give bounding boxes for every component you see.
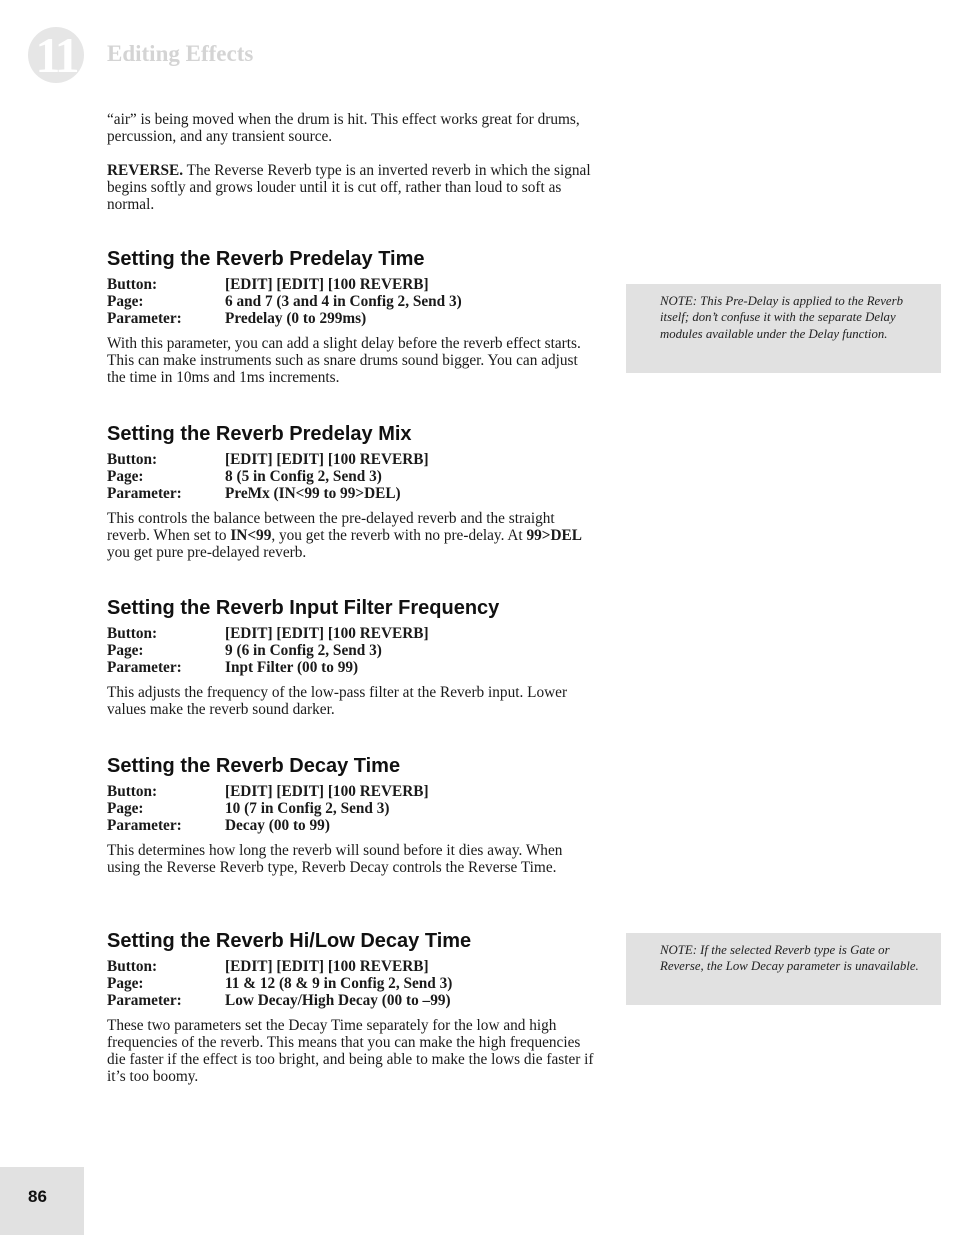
section-predelay-time <box>107 247 599 386</box>
section-title: Setting the Reverb Hi/Low Decay Time <box>107 930 472 952</box>
parameter-row <box>107 992 599 1009</box>
page-number-tab <box>0 1167 84 1235</box>
parameter-value: Predelay (0 to 299ms) <box>225 310 367 327</box>
button-row <box>107 625 599 642</box>
reverse-term: REVERSE. <box>107 162 184 179</box>
reverse-text: The Reverse Reverb type is an inverted reverb in which the signal begins softly and grows louder until it is cut off, rather than loud to soft as normal. <box>107 162 591 213</box>
parameter-row <box>107 485 599 502</box>
page-row <box>107 293 599 310</box>
bold-term: 99>DEL <box>526 527 582 544</box>
button-row <box>107 958 599 975</box>
page-value: 10 (7 in Config 2, Send 3) <box>225 800 390 817</box>
page-label: Page: <box>107 642 144 659</box>
intro-paragraph: “air” is being moved when the drum is hit. This effect works great for drums, percussion, and any transient source. <box>107 111 580 145</box>
text-part: This controls the balance between the pre-delayed reverb and the straight reverb. When set to <box>107 510 555 544</box>
page-label: Page: <box>107 975 144 992</box>
intro <box>107 111 599 213</box>
parameter-row <box>107 659 599 676</box>
page-row <box>107 468 599 485</box>
section-title: Setting the Reverb Decay Time <box>107 755 401 777</box>
section-text: This adjusts the frequency of the low-pass filter at the Reverb input. Lower values make the reverb sound darker. <box>107 684 568 718</box>
parameter-value: PreMx (IN<99 to 99>DEL) <box>225 485 401 502</box>
parameter-block <box>107 625 599 676</box>
section-hi-low-decay <box>107 929 599 1085</box>
parameter-value: Low Decay/High Decay (00 to –99) <box>225 992 451 1009</box>
button-value: [EDIT] [EDIT] [100 REVERB] <box>225 625 429 642</box>
button-value: [EDIT] [EDIT] [100 REVERB] <box>225 783 429 800</box>
button-row <box>107 783 599 800</box>
page-value: 8 (5 in Config 2, Send 3) <box>225 468 382 485</box>
page-value: 6 and 7 (3 and 4 in Config 2, Send 3) <box>225 293 462 310</box>
parameter-row <box>107 310 599 327</box>
parameter-value: Decay (00 to 99) <box>225 817 330 834</box>
page-row <box>107 975 599 992</box>
button-row <box>107 451 599 468</box>
parameter-label: Parameter: <box>107 817 182 834</box>
parameter-block <box>107 276 599 327</box>
section-title: Setting the Reverb Predelay Time <box>107 248 425 270</box>
section-decay-time <box>107 754 599 876</box>
section-title: Setting the Reverb Predelay Mix <box>107 423 412 445</box>
chapter-number-badge <box>28 27 84 83</box>
parameter-value: Inpt Filter (00 to 99) <box>225 659 359 676</box>
text-part: , you get the reverb with no pre-delay. At <box>271 527 527 544</box>
page-label: Page: <box>107 468 144 485</box>
page-value: 9 (6 in Config 2, Send 3) <box>225 642 382 659</box>
button-row <box>107 276 599 293</box>
parameter-label: Parameter: <box>107 659 182 676</box>
button-label: Button: <box>107 451 158 468</box>
parameter-block <box>107 958 599 1009</box>
page-row <box>107 800 599 817</box>
page-value: 11 & 12 (8 & 9 in Config 2, Send 3) <box>225 975 453 992</box>
parameter-label: Parameter: <box>107 992 182 1009</box>
button-label: Button: <box>107 276 158 293</box>
text-part: you get pure pre-delayed reverb. <box>107 544 307 561</box>
page-label: Page: <box>107 293 144 310</box>
reverse-paragraph <box>107 162 599 213</box>
button-value: [EDIT] [EDIT] [100 REVERB] <box>225 451 429 468</box>
chapter-number: 11 <box>35 27 77 83</box>
button-label: Button: <box>107 783 158 800</box>
section-predelay-mix <box>107 422 599 561</box>
parameter-label: Parameter: <box>107 310 182 327</box>
button-value: [EDIT] [EDIT] [100 REVERB] <box>225 958 429 975</box>
chapter-title: Editing Effects <box>107 41 254 66</box>
parameter-label: Parameter: <box>107 485 182 502</box>
note-low-decay: NOTE: If the selected Reverb type is Gate or Reverse, the Low Decay parameter is unavailable. <box>626 933 941 1005</box>
page-row <box>107 642 599 659</box>
note-predelay: NOTE: This Pre-Delay is applied to the Reverb itself; don’t confuse it with the separate Delay modules available under the Delay function. <box>626 284 941 373</box>
section-title: Setting the Reverb Input Filter Frequency <box>107 597 500 619</box>
section-text: With this parameter, you can add a slight delay before the reverb effect starts. This can make instruments such as snare drums sound bigger. You can adjust the time in 10ms and 1ms increments. <box>107 335 581 386</box>
section-text <box>107 510 599 561</box>
button-label: Button: <box>107 958 158 975</box>
bold-term: IN<99 <box>230 527 272 544</box>
parameter-block <box>107 451 599 502</box>
section-text: These two parameters set the Decay Time separately for the low and high frequencies of the reverb. This means that you can make the high frequencies die faster if the effect is too bright, and being able to make the lows die faster if it’s too boomy. <box>107 1017 594 1085</box>
section-input-filter <box>107 596 599 718</box>
page-label: Page: <box>107 800 144 817</box>
button-label: Button: <box>107 625 158 642</box>
parameter-row <box>107 817 599 834</box>
section-text: This determines how long the reverb will sound before it dies away. When using the Reverse Reverb type, Reverb Decay controls the Reverse Time. <box>107 842 563 876</box>
parameter-block <box>107 783 599 834</box>
button-value: [EDIT] [EDIT] [100 REVERB] <box>225 276 429 293</box>
page-number: 86 <box>28 1187 47 1206</box>
